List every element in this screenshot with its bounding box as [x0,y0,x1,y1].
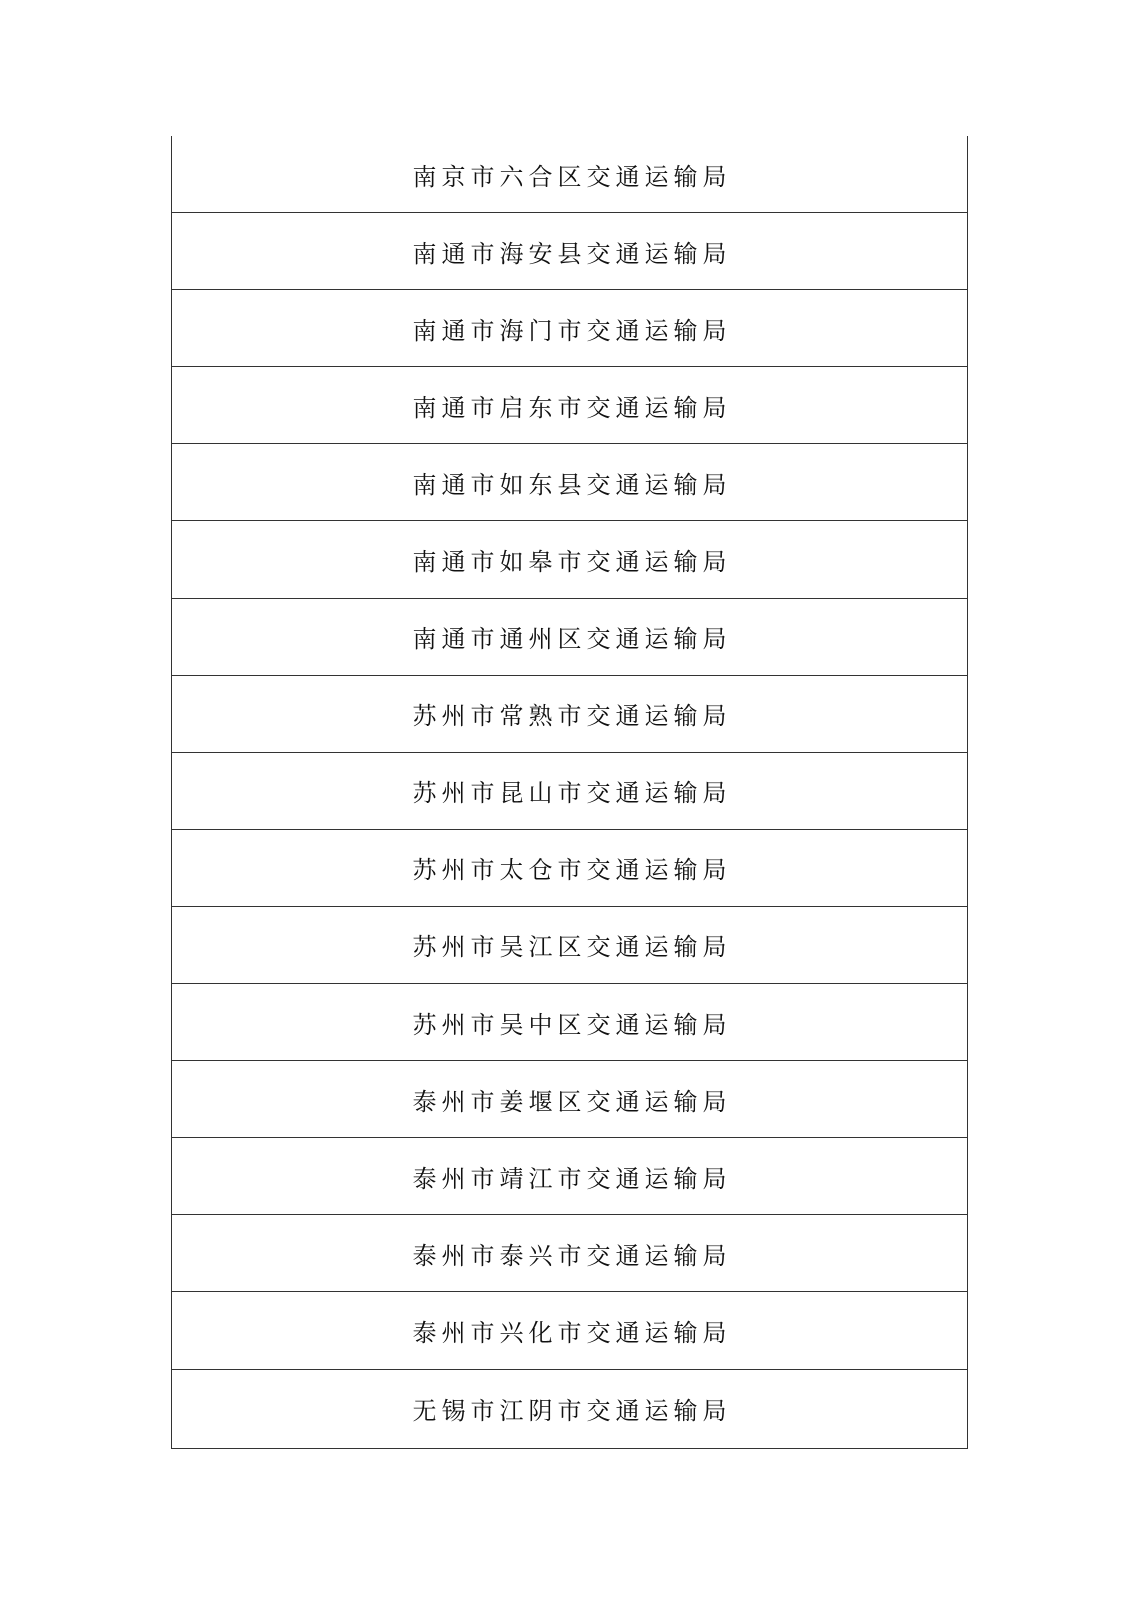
table-row [172,753,967,830]
agency-name: 南通市如东县交通运输局 [412,470,732,499]
agency-name: 无锡市江阴市交通运输局 [412,1396,732,1425]
agency-name: 南京市六合区交通运输局 [412,162,732,191]
agency-name: 南通市如皋市交通运输局 [412,548,732,577]
agency-name: 南通市通州区交通运输局 [412,625,732,654]
table-row [172,1215,967,1292]
table-row [172,1370,967,1447]
table-row [172,830,967,907]
agency-name: 苏州市吴江区交通运输局 [412,933,732,962]
table-row [172,444,967,521]
table-row [172,521,967,598]
agency-name: 泰州市靖江市交通运输局 [412,1164,732,1193]
table-row [172,136,967,213]
agency-name: 苏州市太仓市交通运输局 [412,856,732,885]
agency-table [171,136,968,1449]
agency-name: 苏州市常熟市交通运输局 [412,702,732,731]
table-row [172,290,967,367]
table-row [172,367,967,444]
agency-name: 苏州市昆山市交通运输局 [412,779,732,808]
table-row [172,213,967,290]
agency-name: 南通市海门市交通运输局 [412,316,732,345]
agency-name: 泰州市姜堰区交通运输局 [412,1087,732,1116]
table-row [172,1292,967,1369]
agency-name: 泰州市兴化市交通运输局 [412,1318,732,1347]
table-row [172,676,967,753]
table-row [172,984,967,1061]
table-row [172,907,967,984]
agency-name: 苏州市吴中区交通运输局 [412,1010,732,1039]
table-row [172,1138,967,1215]
table-row [172,1061,967,1138]
agency-name: 南通市海安县交通运输局 [412,239,732,268]
table-row [172,599,967,676]
agency-name: 泰州市泰兴市交通运输局 [412,1241,732,1270]
agency-name: 南通市启东市交通运输局 [412,393,732,422]
